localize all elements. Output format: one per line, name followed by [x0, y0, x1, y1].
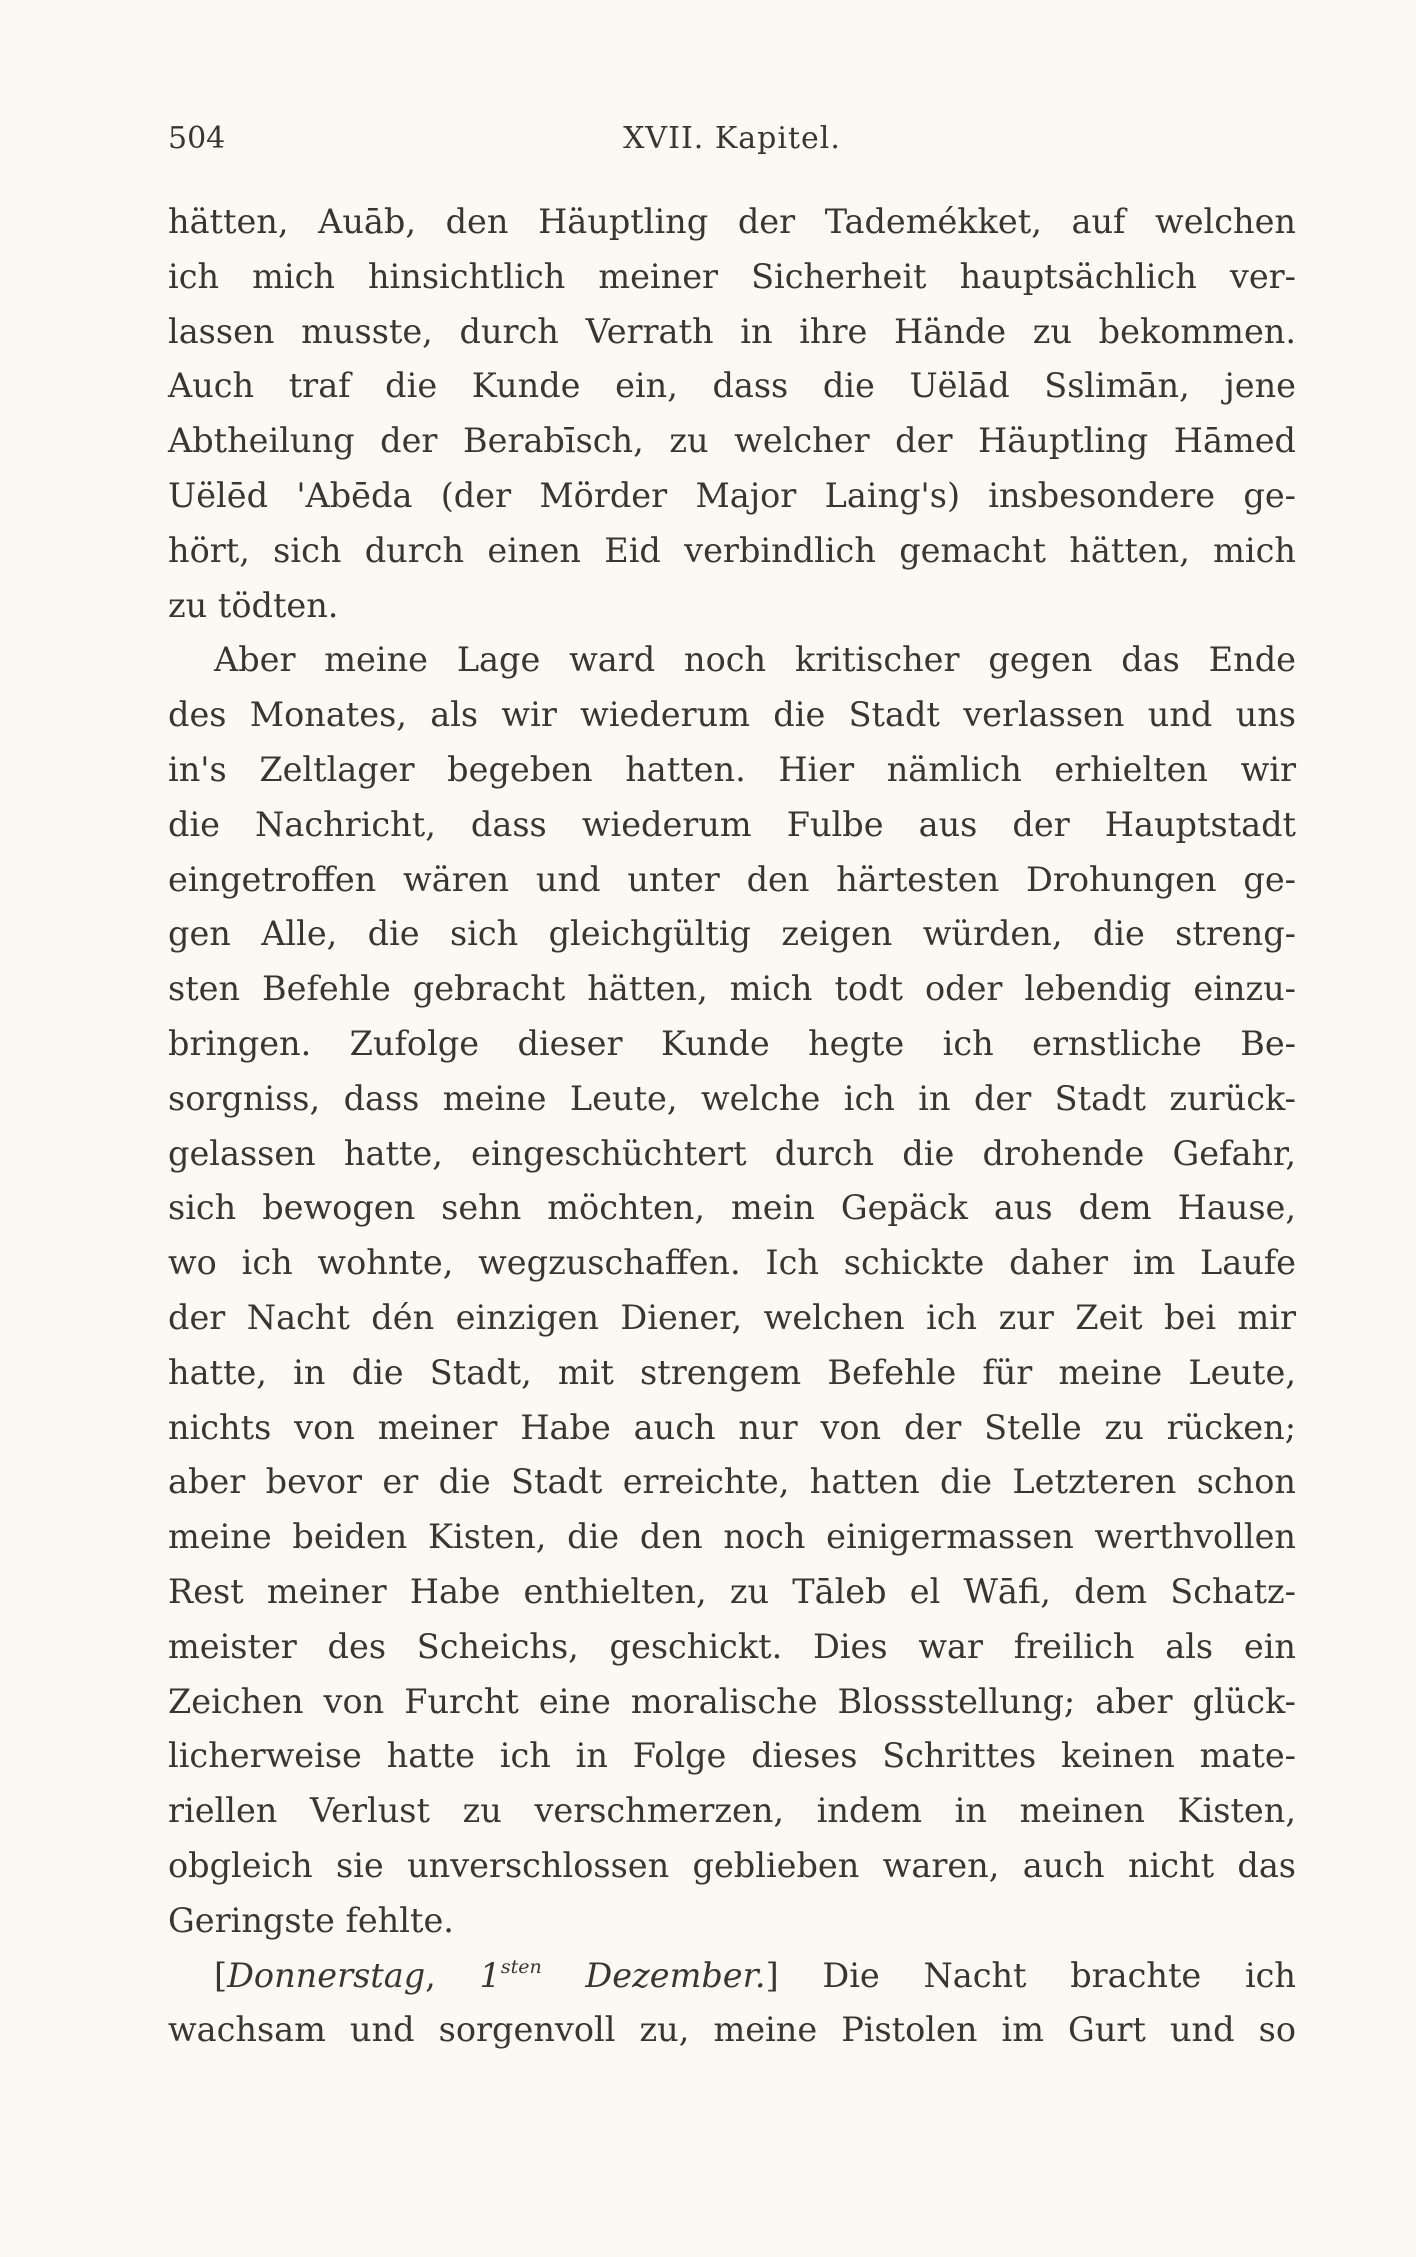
text-line: aber bevor er die Stadt erreichte, hatten die Letzteren schon: [168, 1462, 1296, 1502]
date-entry-line: [168, 1949, 1296, 2004]
date-open-bracket: [: [214, 1955, 228, 1995]
text-line: hört, sich durch einen Eid verbindlich gemacht hätten, mich: [168, 530, 1296, 570]
text-line: in's Zeltlager begeben hatten. Hier nämlich erhielten wir: [168, 749, 1296, 789]
date-day-suffix: sten: [500, 1955, 542, 1978]
text-line: die Nachricht, dass wiederum Fulbe aus der Hauptstadt: [168, 804, 1296, 844]
text-line: eingetroffen wären und unter den härtesten Drohungen ge-: [168, 859, 1296, 899]
page-header: [168, 119, 1296, 159]
text-line: nichts von meiner Habe auch nur von der Stelle zu rücken;: [168, 1407, 1296, 1447]
text-line: gelassen hatte, eingeschüchtert durch die drohende Gefahr,: [168, 1133, 1296, 1173]
text-line: lassen musste, durch Verrath in ihre Hände zu bekommen.: [168, 311, 1296, 351]
text-line: meine beiden Kisten, die den noch einigermassen werthvollen: [168, 1517, 1296, 1557]
text-line: Zeichen von Furcht eine moralische Blossstellung; aber glück-: [168, 1681, 1296, 1721]
text-line: sorgniss, dass meine Leute, welche ich in der Stadt zurück-: [168, 1078, 1296, 1118]
text-line: Aber meine Lage ward noch kritischer gegen das Ende: [214, 640, 1296, 680]
text-line: gen Alle, die sich gleichgültig zeigen würden, die streng-: [168, 914, 1296, 954]
running-head: XVII. Kapitel.: [623, 121, 841, 156]
text-line: riellen Verlust zu verschmerzen, indem in meinen Kisten,: [168, 1791, 1296, 1831]
date-day-number: 1: [479, 1955, 501, 1995]
date-weekday: Donnerstag: [227, 1955, 426, 1995]
text-line: bringen. Zufolge dieser Kunde hegte ich ernstliche Be-: [168, 1023, 1296, 1063]
text-line: hatte, in die Stadt, mit strengem Befehle für meine Leute,: [168, 1352, 1296, 1392]
date-day: [480, 1956, 542, 1995]
text-line: sten Befehle gebracht hätten, mich todt oder lebendig einzu-: [168, 969, 1296, 1009]
text-line: hätten, Auāb, den Häuptling der Tademékket, auf welchen: [168, 202, 1296, 241]
text-line: wachsam und sorgenvoll zu, meine Pistolen im Gurt und so: [168, 2010, 1296, 2050]
text-line: Auch traf die Kunde ein, dass die Uëlād Sslimān, jene: [168, 366, 1296, 406]
text-line: Abtheilung der Berabīsch, zu welcher der Häuptling Hāmed: [168, 421, 1296, 461]
text-line: des Monates, als wir wiederum die Stadt verlassen und uns: [168, 695, 1296, 735]
text-line: Uëlēd 'Abēda (der Mörder Major Laing's) insbesondere ge-: [168, 475, 1296, 515]
date-comma: ,: [425, 1955, 436, 1995]
body-text: [168, 195, 1296, 2058]
date-entry-text: Die Nacht brachte ich: [822, 1955, 1296, 1995]
text-line: licherweise hatte ich in Folge dieses Schrittes keinen mate-: [168, 1736, 1296, 1776]
text-line: meister des Scheichs, geschickt. Dies war freilich als ein: [168, 1626, 1296, 1666]
text-line: Geringste fehlte.: [168, 1900, 454, 1940]
page-number: 504: [168, 121, 226, 156]
text-line: Rest meiner Habe enthielten, zu Tāleb el Wāfi, dem Schatz-: [168, 1571, 1296, 1611]
text-line: zu tödten.: [168, 585, 339, 625]
date-close-bracket: ]: [765, 1955, 779, 1995]
text-line: obgleich sie unverschlossen geblieben waren, auch nicht das: [168, 1845, 1296, 1885]
text-line: ich mich hinsichtlich meiner Sicherheit hauptsächlich ver-: [168, 256, 1296, 296]
text-line: wo ich wohnte, wegzuschaffen. Ich schickte daher im Laufe: [168, 1243, 1296, 1283]
text-line: der Nacht dén einzigen Diener, welchen ich zur Zeit bei mir: [168, 1297, 1296, 1337]
date-month: Dezember.: [585, 1955, 766, 1995]
text-line: sich bewogen sehn möchten, mein Gepäck aus dem Hause,: [168, 1188, 1296, 1228]
